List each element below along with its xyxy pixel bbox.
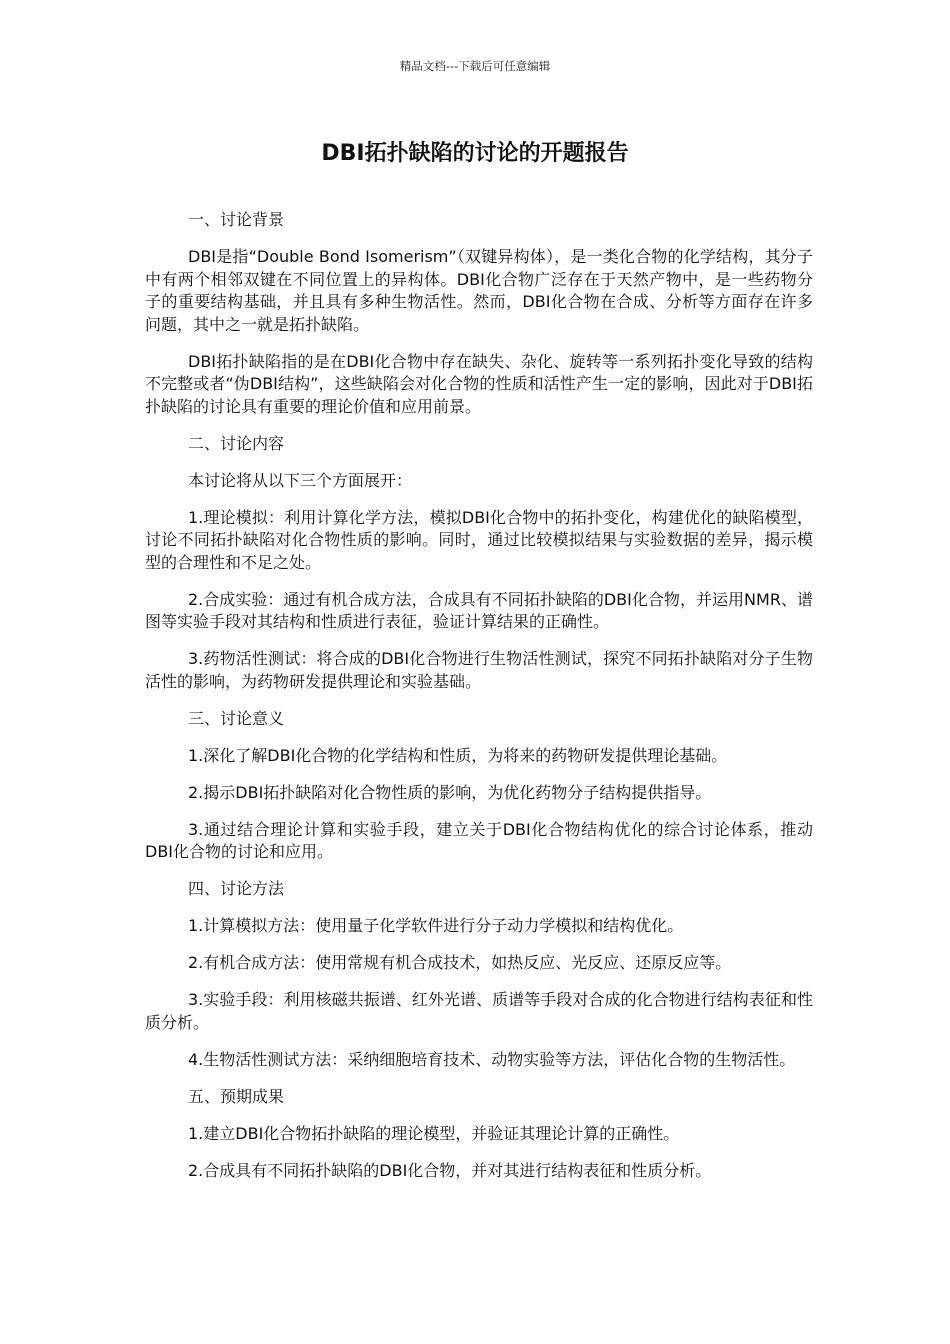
- list-item: 2.有机合成方法：使用常规有机合成技术，如热反应、光反应、还原反应等。: [188, 953, 732, 972]
- list-item: 2.合成实验：通过有机合成方法，合成具有不同拓扑缺陷的DBI化合物，并运用NMR、谱图等实验手段对其结构和性质进行表征，验证计算结果的正确性。: [145, 589, 813, 631]
- list-item: 3.实验手段：利用核磁共振谱、红外光谱、质谱等手段对合成的化合物进行结构表征和性质分析。: [145, 990, 813, 1032]
- list-item: 3.药物活性测试：将合成的DBI化合物进行生物活性测试，探究不同拓扑缺陷对分子生物活性的影响，为药物研发提供理论和实验基础。: [145, 649, 813, 691]
- document-title: DBI拓扑缺陷的讨论的开题报告: [321, 141, 629, 166]
- list-item: 4.生物活性测试方法：采纳细胞培育技术、动物实验等方法，评估化合物的生物活性。: [188, 1049, 796, 1069]
- list-item: 3.通过结合理论计算和实验手段，建立关于DBI化合物结构优化的综合讨论体系，推动DBI化合物的讨论和应用。: [145, 819, 813, 861]
- list-item: 1.深化了解DBI化合物的化学结构和性质，为将来的药物研发提供理论基础。: [188, 745, 728, 765]
- list-item: 1.理论模拟：利用计算化学方法，模拟DBI化合物中的拓扑变化，构建优化的缺陷模型，讨论不同拓扑缺陷对化合物性质的影响。同时，通过比较模拟结果与实验数据的差异，揭示模型的合理性和不足之处。: [145, 507, 813, 572]
- paragraph: DBI拓扑缺陷指的是在DBI化合物中存在缺失、杂化、旋转等一系列拓扑变化导致的结构不完整或者“伪DBI结构”，这些缺陷会对化合物的性质和活性产生一定的影响，因此对于DBI拓扑缺陷的讨论具有重要的理论价值和应用前景。: [145, 351, 813, 416]
- section-heading-outcomes: 五、预期成果: [188, 1086, 285, 1106]
- list-item: 2.揭示DBI拓扑缺陷对化合物性质的影响，为优化药物分子结构提供指导。: [188, 782, 712, 802]
- document-body: [145, 209, 813, 1197]
- section-heading-content: 二、讨论内容: [188, 433, 285, 453]
- list-item: 1.建立DBI化合物拓扑缺陷的理论模型，并验证其理论计算的正确性。: [188, 1123, 680, 1143]
- page-header: 精品文档---下载后可任意编辑: [399, 59, 551, 73]
- section-heading-background: 一、讨论背景: [188, 210, 285, 229]
- paragraph: 本讨论将从以下三个方面展开：: [188, 470, 413, 490]
- list-item: 1.计算模拟方法：使用量子化学软件进行分子动力学模拟和结构优化。: [188, 916, 684, 935]
- paragraph: DBI是指“Double Bond Isomerism”（双键异构体），是一类化合物的化学结构，其分子中有两个相邻双键在不同位置上的异构体。DBI化合物广泛存在于天然产物中，是一些药物分子的重要结构基础，并且具有多种生物活性。然而，DBI化合物在合成、分析等方面存在许多问题，其中之一就是拓扑缺陷。: [145, 247, 813, 334]
- section-heading-significance: 三、讨论意义: [188, 708, 285, 728]
- section-heading-methods: 四、讨论方法: [188, 879, 285, 898]
- list-item: 2.合成具有不同拓扑缺陷的DBI化合物，并对其进行结构表征和性质分析。: [188, 1160, 712, 1180]
